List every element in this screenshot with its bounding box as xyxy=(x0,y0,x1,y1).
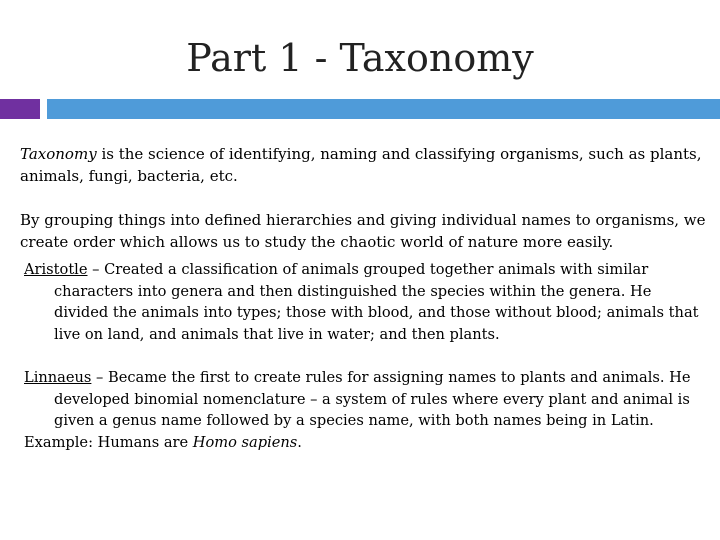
example-prefix: Example: Humans are xyxy=(24,433,193,451)
linnaeus-name: Linnaeus xyxy=(24,369,92,386)
grouping-paragraph: By grouping things into defined hierarchies and giving individual names to organisms, we create order which allows us to study the chaotic world of nature more easily. xyxy=(20,211,706,251)
aristotle-name: Aristotle xyxy=(24,261,88,278)
linnaeus-entry xyxy=(24,367,710,432)
linnaeus-text: – Became the first to create rules for assigning names to plants and animals. He developed binomial nomenclature – a system of rules where every plant and animal is given a genus name followed by a species name, with both names being in Latin. xyxy=(54,369,691,429)
slide-title: Part 1 - Taxonomy xyxy=(186,36,534,80)
taxonomy-definition xyxy=(20,143,710,187)
example-species: Homo sapiens xyxy=(192,433,298,451)
aristotle-text: – Created a classification of animals grouped together animals with similar characters into genera and then distinguished the species within the genera. He divided the animals into types; those with blood, and those without blood; animals that live on land, and animals that live in water; and then plants. xyxy=(54,261,699,343)
taxonomy-term: Taxonomy xyxy=(20,145,97,163)
accent-bar-left xyxy=(0,99,40,119)
aristotle-entry xyxy=(24,259,710,345)
accent-bar-right xyxy=(47,99,720,119)
linnaeus-example xyxy=(24,432,710,454)
slide-body xyxy=(20,143,710,453)
taxonomy-definition-text: is the science of identifying, naming and classifying organisms, such as plants, animals, fungi, bacteria, etc. xyxy=(20,145,702,185)
example-suffix: . xyxy=(297,433,302,451)
